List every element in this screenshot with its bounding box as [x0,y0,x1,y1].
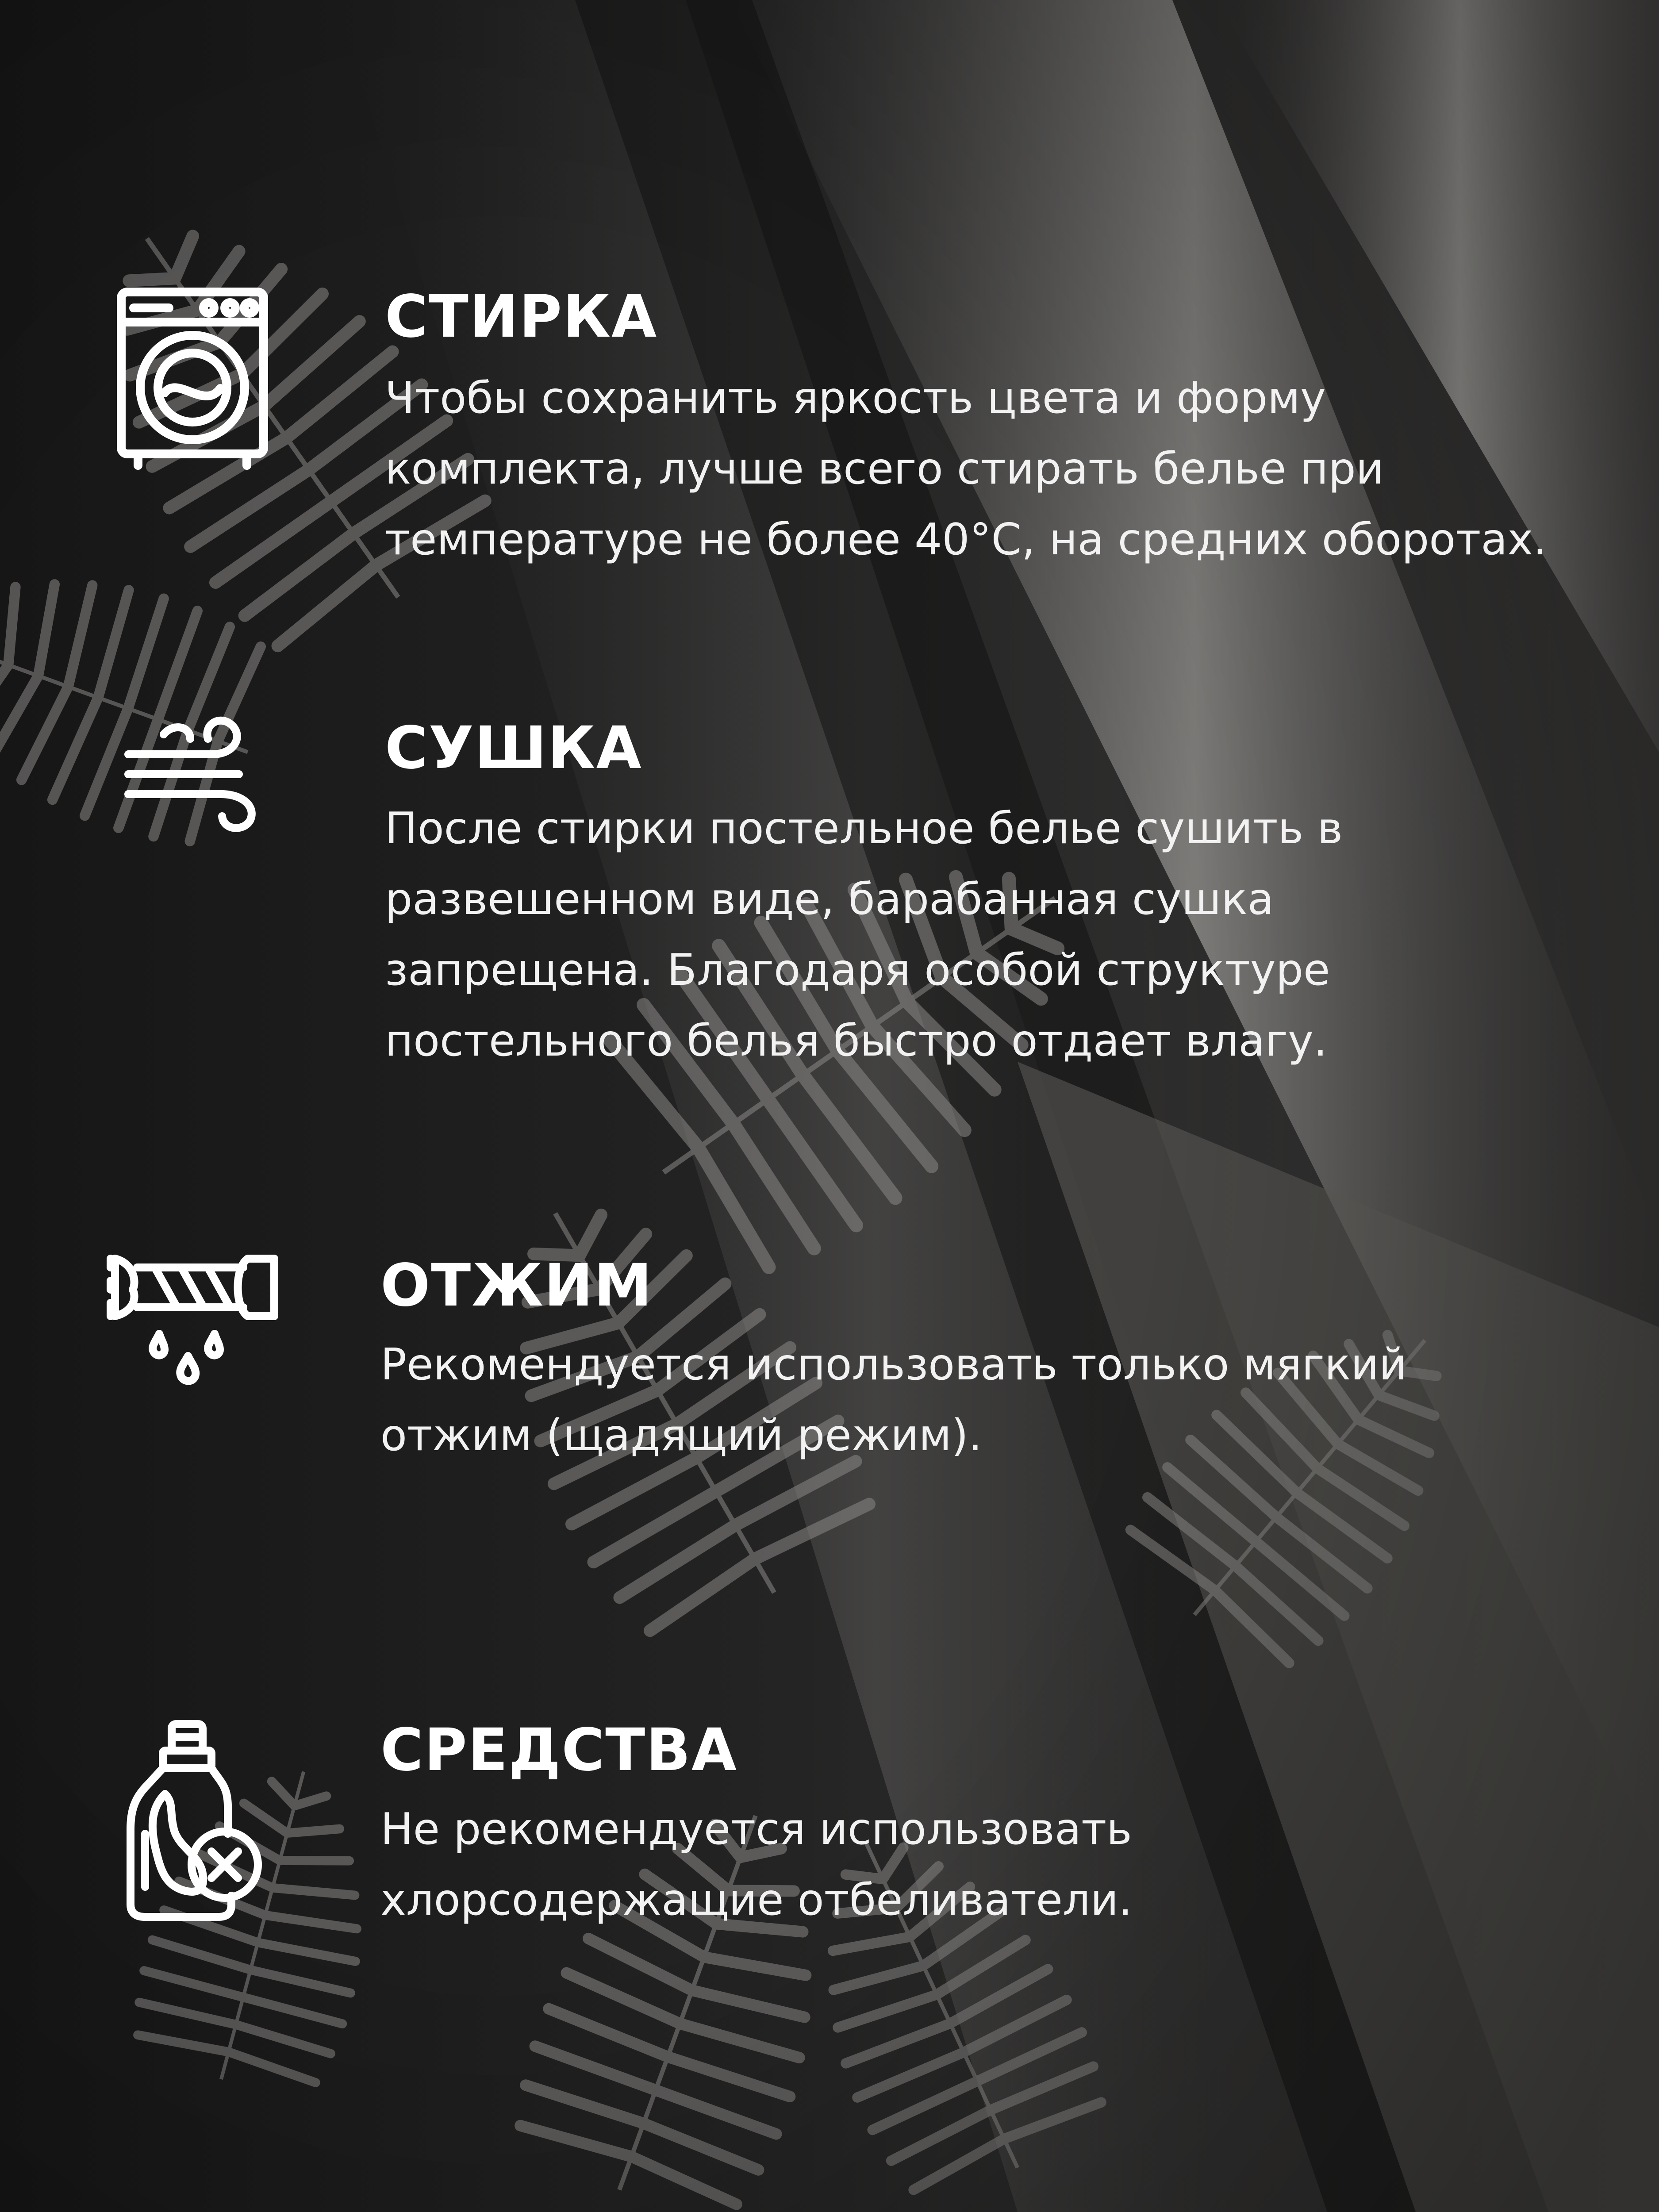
section-title: СТИРКА [385,283,658,351]
washing-machine-icon [116,287,269,470]
no-bleach-icon [125,1719,267,1922]
text-line: отжим (щадящий режим). [380,1410,983,1461]
section-title: СУШКА [385,714,642,782]
text-line: Рекомендуется использовать только мягкий [380,1340,1407,1390]
text-line: Не рекомендуется использовать [380,1804,1132,1855]
text-line: постельного белья быстро отдает влагу. [385,1016,1328,1066]
section-title: ОТЖИМ [380,1252,653,1320]
section-text [385,363,1547,575]
section-text [385,793,1343,1076]
text-line: развешенном виде, барабанная сушка [385,874,1274,925]
wringing-icon [102,1250,283,1391]
text-line: комплекта, лучше всего стирать белье при [385,444,1384,494]
text-line: После стирки постельное белье сушить в [385,803,1343,854]
section-text [380,1329,1407,1471]
text-line: запрещена. Благодаря особой структуре [385,945,1330,995]
wind-drying-icon [124,714,265,834]
text-line: хлорсодержащие отбеливатели. [380,1875,1133,1925]
text-line: температуре не более 40°С, на средних оборотах. [385,515,1547,565]
text-line: Чтобы сохранить яркость цвета и форму [385,373,1326,423]
section-text [380,1794,1132,1936]
section-title: СРЕДСТВА [380,1716,738,1784]
